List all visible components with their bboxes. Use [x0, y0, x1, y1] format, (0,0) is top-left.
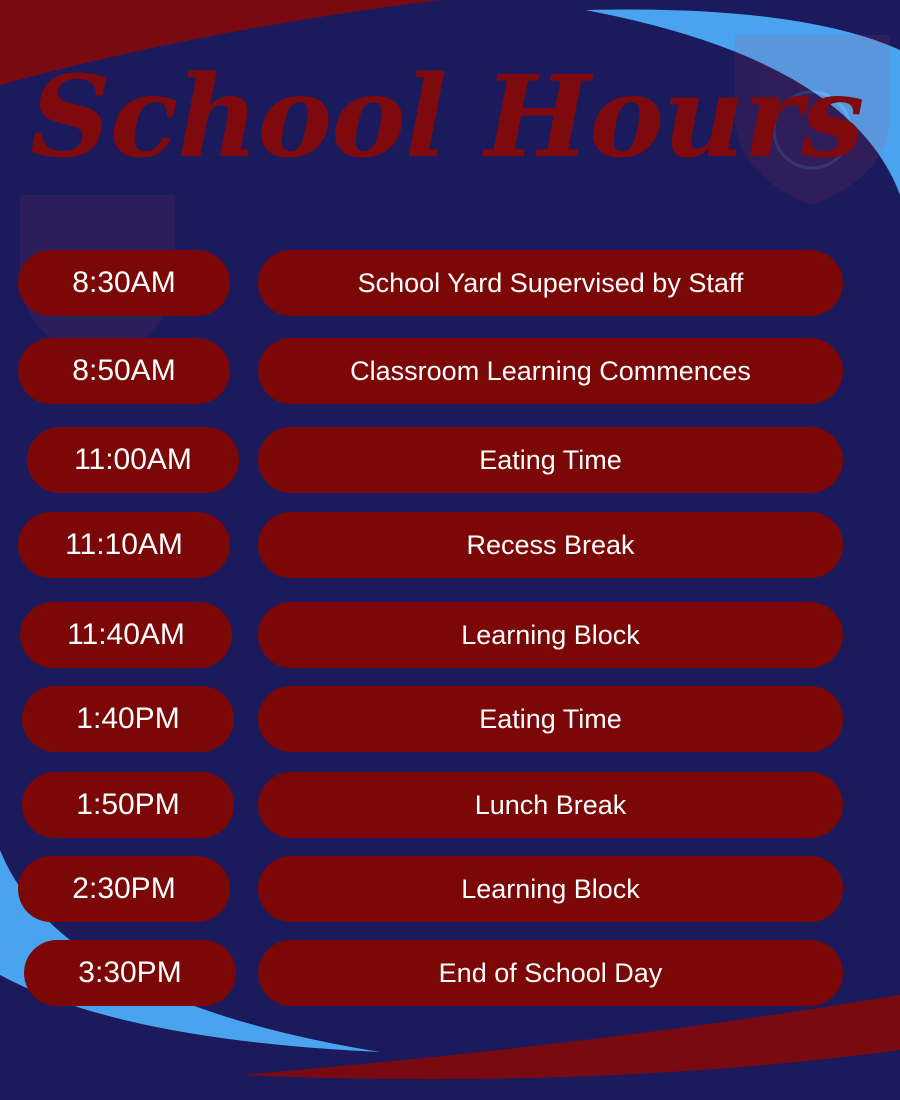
time-pill: 11:40AM [20, 602, 232, 668]
event-pill: Classroom Learning Commences [258, 338, 843, 404]
schedule-row [0, 512, 900, 582]
time-pill: 8:30AM [18, 250, 230, 316]
event-pill: Recess Break [258, 512, 843, 578]
event-pill: Eating Time [258, 686, 843, 752]
time-pill: 11:10AM [18, 512, 230, 578]
event-pill: Learning Block [258, 602, 843, 668]
schedule-row [0, 686, 900, 756]
time-pill: 3:30PM [24, 940, 236, 1006]
schedule-row [0, 250, 900, 320]
time-pill: 11:00AM [27, 427, 239, 493]
time-pill: 1:50PM [22, 772, 234, 838]
schedule-row [0, 772, 900, 842]
schedule-row [0, 602, 900, 672]
time-pill: 2:30PM [18, 856, 230, 922]
event-pill: Lunch Break [258, 772, 843, 838]
schedule-row [0, 338, 900, 408]
event-pill: Learning Block [258, 856, 843, 922]
schedule-row [0, 940, 900, 1010]
event-pill: School Yard Supervised by Staff [258, 250, 843, 316]
schedule-row [0, 427, 900, 497]
time-pill: 1:40PM [22, 686, 234, 752]
schedule-row [0, 856, 900, 926]
time-pill: 8:50AM [18, 338, 230, 404]
event-pill: Eating Time [258, 427, 843, 493]
page-title: School Hours [30, 52, 864, 183]
event-pill: End of School Day [258, 940, 843, 1006]
